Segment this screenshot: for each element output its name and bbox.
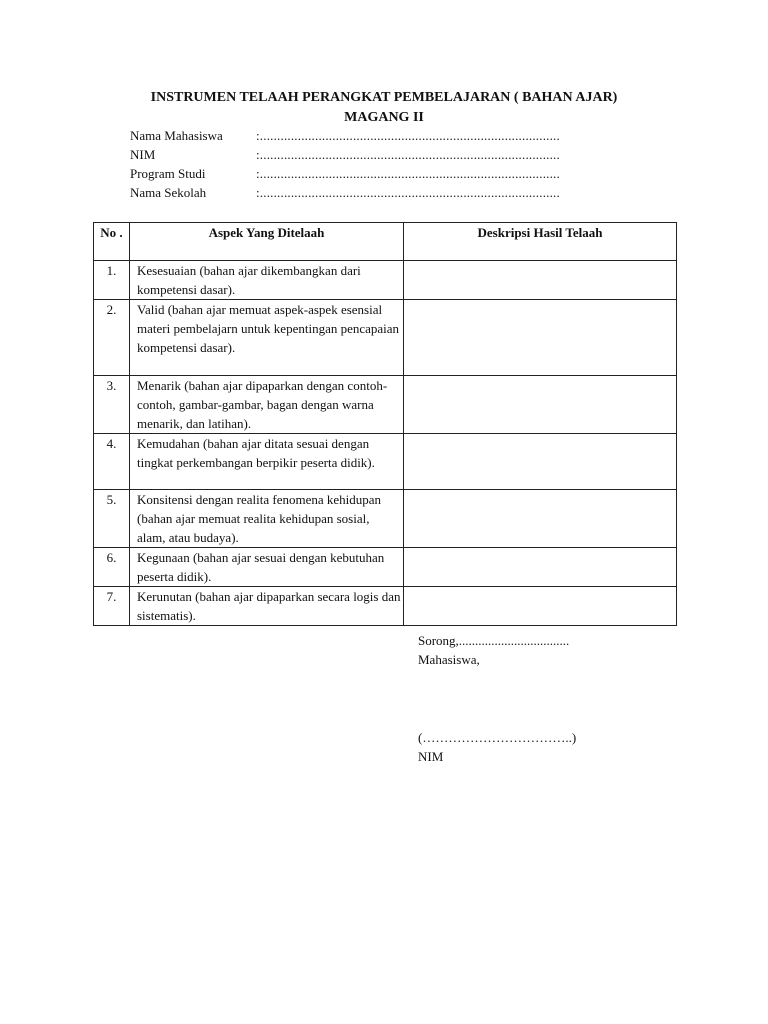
aspect-text: Kemudahan (bahan ajar ditata sesuai dengan tingkat perkembangan berpikir peserta didik). [130, 434, 404, 490]
table-row [94, 376, 677, 434]
description-cell [404, 261, 677, 300]
header-aspek: Aspek Yang Ditelaah [130, 223, 404, 261]
field-label: Nama Sekolah [130, 185, 207, 200]
signature-name-blank: (……………………………..) [418, 730, 577, 745]
field-label: Nama Mahasiswa [130, 128, 223, 143]
description-cell [404, 434, 677, 490]
field-row-program-studi [130, 164, 606, 183]
header-deskripsi: Deskripsi Hasil Telaah [404, 223, 677, 261]
table-header-row [94, 223, 677, 261]
header-no: No . [94, 223, 130, 261]
aspect-text: Menarik (bahan ajar dipaparkan dengan contoh-contoh, gambar-gambar, bagan dengan warna menarik, dan latihan). [130, 376, 404, 434]
table-row [94, 548, 677, 587]
description-cell [404, 587, 677, 626]
row-number: 5. [94, 490, 130, 548]
row-number: 2. [94, 300, 130, 376]
signature-nim: NIM [418, 749, 444, 764]
document-title-line-2: MAGANG II [344, 110, 424, 125]
row-number: 7. [94, 587, 130, 626]
field-row-nama-mahasiswa [130, 126, 606, 145]
aspect-text: Valid (bahan ajar memuat aspek-aspek esensial materi pembelajarn untuk kepentingan pencapaian kompetensi dasar). [130, 300, 404, 376]
aspect-text: Kerunutan (bahan ajar dipaparkan secara logis dan sistematis). [130, 587, 404, 626]
identity-fields [130, 126, 606, 202]
field-row-nama-sekolah [130, 183, 606, 202]
description-cell [404, 300, 677, 376]
aspect-text: Konsitensi dengan realita fenomena kehidupan (bahan ajar memuat realita kehidupan sosial, alam, atau budaya). [130, 490, 404, 548]
row-number: 1. [94, 261, 130, 300]
row-number: 3. [94, 376, 130, 434]
field-blank: :....................................................................................... [256, 185, 560, 200]
field-blank: :....................................................................................... [256, 147, 560, 162]
field-blank: :....................................................................................... [256, 166, 560, 181]
field-row-nim [130, 145, 606, 164]
description-cell [404, 548, 677, 587]
row-number: 4. [94, 434, 130, 490]
description-cell [404, 376, 677, 434]
signature-role: Mahasiswa, [418, 652, 480, 667]
aspect-text: Kesesuaian (bahan ajar dikembangkan dari kompetensi dasar). [130, 261, 404, 300]
field-label: Program Studi [130, 166, 206, 181]
signature-place-date: Sorong,.................................. [418, 633, 570, 648]
review-table [93, 222, 677, 626]
field-blank: :....................................................................................... [256, 128, 560, 143]
table-row [94, 490, 677, 548]
field-label: NIM [130, 147, 156, 162]
row-number: 6. [94, 548, 130, 587]
description-cell [404, 490, 677, 548]
document-title-line-1: INSTRUMEN TELAAH PERANGKAT PEMBELAJARAN ( BAHAN AJAR) [150, 90, 618, 105]
table-row [94, 261, 677, 300]
table-row [94, 434, 677, 490]
table-row [94, 300, 677, 376]
aspect-text: Kegunaan (bahan ajar sesuai dengan kebutuhan peserta didik). [130, 548, 404, 587]
table-row [94, 587, 677, 626]
